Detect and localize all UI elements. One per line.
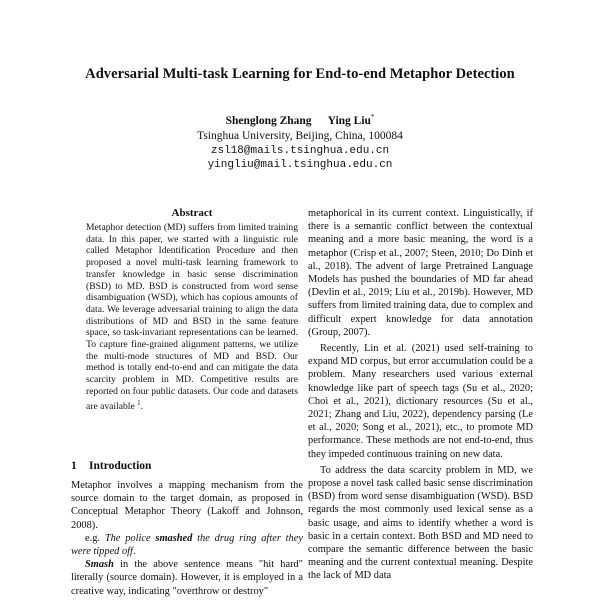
corresponding-author-mark: * [370,113,375,121]
intro-paragraph-3 [71,558,303,598]
author-name-2: Ying Liu [327,114,371,127]
example-part-1: The police [104,532,156,544]
email-2: yingliu@mail.tsinghua.edu.cn [207,158,393,171]
section-heading [71,460,151,472]
right-paragraph-2: Recently, Lin et al. (2021) used self-training to expand MD corpus, but error accumulation could be a problem. Many researchers used various external knowledge like part of speech tags (Su et al., 2020; Choi et al., 2021), dictionary resources (Su et al., 2021; Zhang and Liu, 2022), dependency parsing (Le et al., 2020; Song et al., 2021), etc., to promote MD performance. These methods are not end-to-end, thus they impeded continuous training on new data. [308,343,533,460]
example-paragraph [71,532,303,558]
section-number: 1 [71,460,77,472]
right-paragraph-3: To address the data scarcity problem in MD, we propose a novel task called basic sense discrimination (BSD) from word sense disambiguation (WSD). BSD regards the most commonly used lexical sense as a basic usage, and aims to identify whether a word is basic in a certain context. Both BSD and MD need to compare the semantic difference between the basic meaning and the current contextual meaning. Despite the lack of MD data [308,464,533,582]
example-end: . [132,546,136,558]
author-block [0,110,600,172]
affiliation: Tsinghua University, Beijing, China, 100084 [197,129,403,142]
example-part-2: the drug ring after they were tipped off [71,532,303,558]
abstract-end: . [140,400,144,412]
example-lead: e.g. [85,532,105,544]
right-column-text [308,207,533,586]
abstract-body: Metaphor detection (MD) suffers from limited training data. In this paper, we started with a linguistic rule called Metaphor Identification Procedure and then proposed a novel multi-task learning framework to transfer knowledge in basic sense discrimination (BSD) to MD. BSD is constructed from word sense disambiguation (WSD), which has copious amounts of data. We leverage adversarial training to align the data distributions of MD and BSD in the same feature space, so task-invariant representations can be learned. To capture fine-grained alignment patterns, we utilize the multi-mode structures of MD and BSD. Our method is totally end-to-end and can mitigate the data scarcity problem in MD. Competitive results are reported on four public datasets. Our code and datasets are available [86,222,298,412]
paper-title: Adversarial Multi-task Learning for End-to-end Metaphor Detection [85,66,515,82]
example-bold-word: smashed [155,532,193,544]
intro-paragraph-1: Metaphor involves a mapping mechanism from the source domain to the target domain, as proposed in Conceptual Metaphor Theory (Lakoff and Johnson, 2008). [71,480,303,531]
abstract-text [86,222,298,412]
section-title: Introduction [89,460,152,472]
abstract-heading: Abstract [171,207,213,219]
email-1: zsl18@mails.tsinghua.edu.cn [210,144,390,157]
left-column-text [71,479,303,598]
intro-paragraph-3-text: in the above sentence means "hit hard" literally (source domain). However, it is employed in a creative way, indicating "overthrow or destroy" [71,559,303,597]
footnote-mark: 1 [137,398,141,407]
author-name-1: Shenglong Zhang [225,114,312,127]
smash-word: Smash [85,559,114,571]
right-paragraph-1: metaphorical in its current context. Linguistically, if there is a semantic conflict between the contextual meaning and a more basic meaning, the word is a metaphor (Crisp et al., 2007; Steen, 2010; Do Dinh et al., 2018). The advent of large Pretrained Language Models has pushed the boundaries of MD far ahead (Devlin et al., 2019; Liu et al., 2019b). However, MD suffers from limited training data, due to complex and difficult expert knowledge for data annotation (Group, 2007). [308,208,533,338]
